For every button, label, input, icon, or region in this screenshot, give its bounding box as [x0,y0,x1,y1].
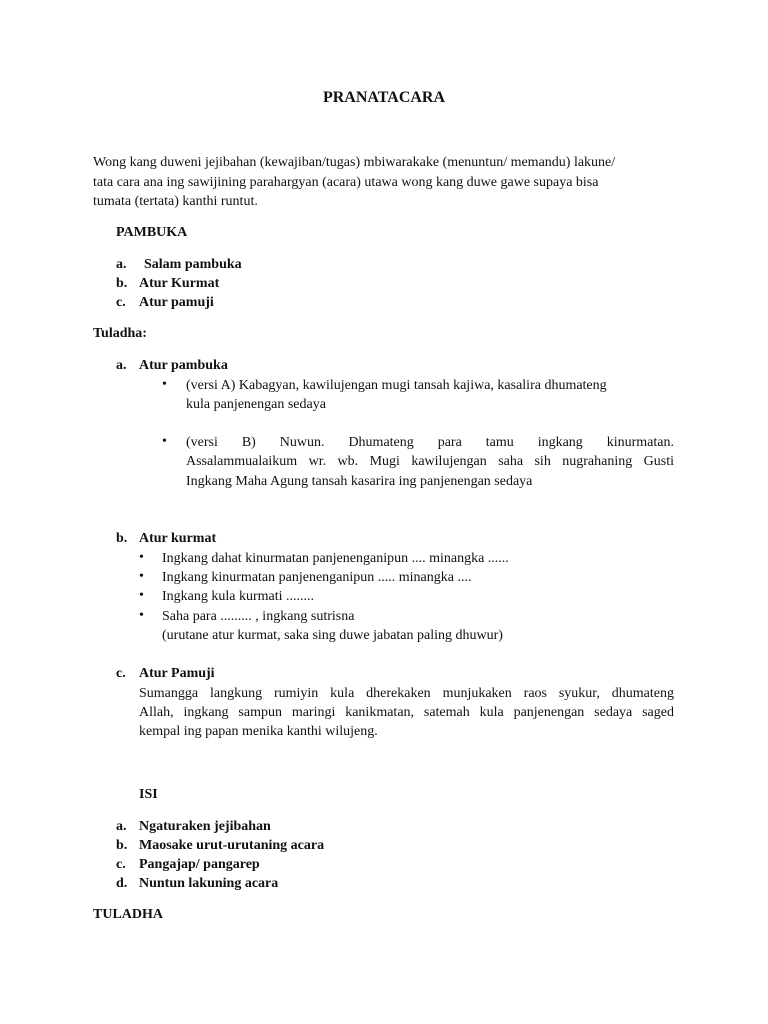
list-marker: b. [116,531,128,546]
list-marker: c. [116,857,126,872]
versi-b-line: (versi B) Nuwun. Dhumateng para tamu ingkang kinurmatan. [186,435,674,450]
intro-paragraph [93,153,675,212]
bullet-icon: • [162,434,167,449]
list-item: Pangajap/ pangarep [139,857,260,872]
section-heading-tuladha-isi: TULADHA [93,907,164,922]
section-heading-isi: ISI [139,787,158,802]
bullet-icon: • [139,550,144,565]
atur-kurmat-note: (urutane atur kurmat, saka sing duwe jabatan paling dhuwur) [162,628,503,643]
intro-line: tumata (tertata) kanthi runtut. [93,194,258,209]
list-item: Atur pamuji [139,295,214,310]
bullet-icon: • [139,588,144,603]
list-item: Maosake urut-urutaning acara [139,838,325,853]
bullet-icon: • [162,377,167,392]
list-item: Saha para ......... , ingkang sutrisna [162,609,355,624]
list-marker: d. [116,876,128,891]
list-marker: a. [116,358,127,373]
intro-line: tata cara ana ing sawijining parahargyan (acara) utawa wong kang duwe gawe supaya bisa [93,174,599,190]
list-item: Atur Kurmat [139,276,220,291]
list-marker: b. [116,276,128,291]
atur-pamuji-line: kempal ing papan menika kanthi wilujeng. [139,724,378,739]
list-item: Salam pambuka [144,257,242,272]
versi-b-line: Assalammualaikum wr. wb. Mugi kawilujengan saha sih nugrahaning Gusti [186,454,674,469]
subsection-heading-atur-pamuji: Atur Pamuji [139,666,215,681]
versi-b-line: Ingkang Maha Agung tansah kasarira ing panjenengan sedaya [186,474,533,489]
versi-a-line: (versi A) Kabagyan, kawilujengan mugi tansah kajiwa, kasalira dhumateng [186,378,607,393]
atur-pamuji-line: Allah, ingkang sampun maringi kanikmatan, satemah kula panjenengan sedaya saged [139,705,674,720]
subsection-heading-atur-pambuka: Atur pambuka [139,358,228,373]
page-title: PRANATACARA [322,89,446,106]
list-marker: a. [116,819,127,834]
section-heading-tuladha: Tuladha: [93,326,147,341]
list-item: Ingkang dahat kinurmatan panjenenganipun .... minangka ...... [162,551,509,566]
list-marker: c. [116,295,126,310]
list-item: Ngaturaken jejibahan [139,819,271,834]
versi-a-line: kula panjenengan sedaya [186,397,326,412]
list-marker: b. [116,838,128,853]
atur-pamuji-line: Sumangga langkung rumiyin kula dherekaken munjukaken raos syukur, dhumateng [139,686,674,701]
section-heading-pambuka: PAMBUKA [116,225,188,240]
list-item: Ingkang kinurmatan panjenenganipun ..... minangka .... [162,570,472,585]
subsection-heading-atur-kurmat: Atur kurmat [139,531,217,546]
intro-line: Wong kang duweni jejibahan (kewajiban/tugas) mbiwarakake (menuntun/ memandu) lakune/ [93,155,616,170]
list-item: Nuntun lakuning acara [139,876,279,891]
list-marker: c. [116,666,126,681]
bullet-icon: • [139,608,144,623]
list-marker: a. [116,257,127,272]
list-item: Ingkang kula kurmati ........ [162,589,315,604]
bullet-icon: • [139,569,144,584]
